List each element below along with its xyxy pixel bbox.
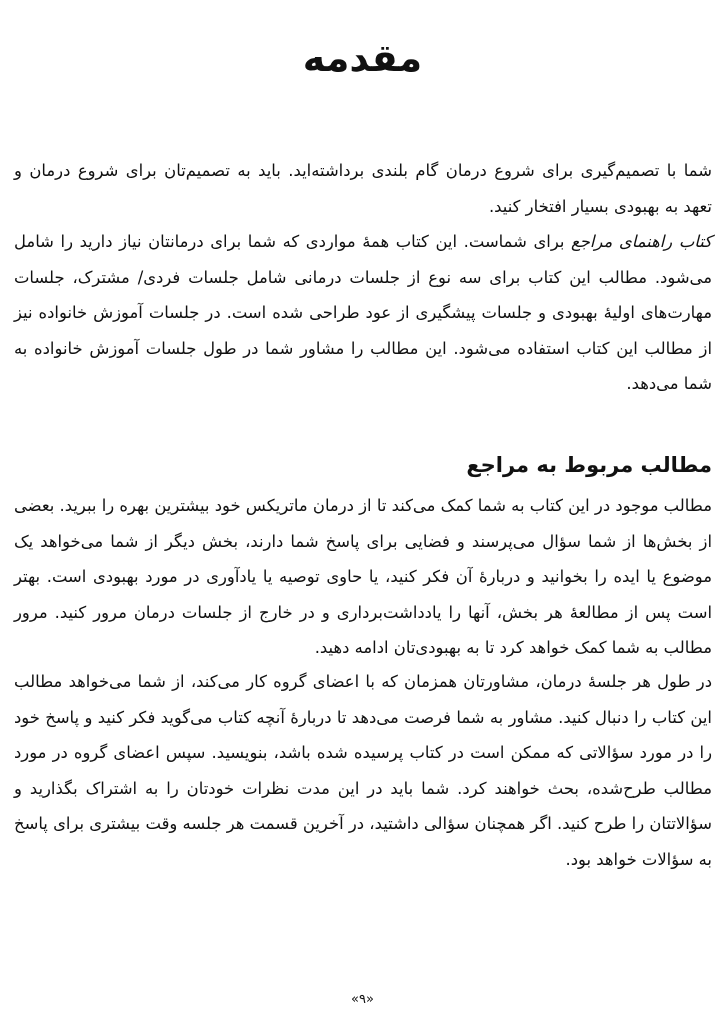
- intro-paragraph-2-text: برای شماست. این کتاب همهٔ مواردی که شما برای درمانتان نیاز دارید را شامل می‌شود. مطالب این کتاب برای سه نوع از جلسات درمانی شامل جلسات فردی/ مشترک، جلسات مهارت‌های اولیهٔ بهبودی و جلسات پیشگیری از عود طراحی شده است. در جلسات آموزش خانواده نیز از مطالب این کتاب استفاده می‌شود. این مطالب را مشاور شما در طول جلسات آموزش خانواده به شما می‌دهد.: [14, 232, 712, 393]
- section-heading: مطالب مربوط به مراجع: [466, 453, 712, 477]
- intro-paragraph-2: [14, 224, 712, 402]
- section-paragraph-2: در طول هر جلسهٔ درمان، مشاورتان همزمان که با اعضای گروه کار می‌کند، از شما می‌خواهد مطالب این کتاب را دنبال کنید. مشاور به شما فرصت می‌دهد تا دربارهٔ آنچه کتاب می‌گوید فکر کنید و پاسخ خود را در مورد سؤالاتی که ممکن است در کتاب پرسیده شده باشد، بنویسید. سپس اعضای گروه در مورد مطالب طرح‌شده، بحث خواهند کرد. شما باید در این مدت نظرات خودتان را به اشتراک بگذارید و سؤالاتتان را طرح کنید. اگر همچنان سؤالی داشتید، در آخرین قسمت هر جلسه وقت بیشتری برای پاسخ به سؤالات خواهد بود.: [14, 672, 712, 869]
- intro-paragraph-1: شما با تصمیم‌گیری برای شروع درمان گام بلندی برداشته‌اید. باید به تصمیم‌تان برای شروع درمان و تعهد به بهبودی بسیار افتخار کنید.: [14, 161, 712, 216]
- page-number: «۹»: [351, 992, 374, 1007]
- section-paragraph-1: مطالب موجود در این کتاب به شما کمک می‌کند تا از درمان ماتریکس خود بیشترین بهره را ببرید. بعضی از بخش‌ها از شما سؤال می‌پرسند و فضایی برای پاسخ شما دارند، بخش دیگر از شما می‌خواهد یک موضوع یا ایده را بخوانید و دربارهٔ آن فکر کنید، یا حاوی توصیه یا یادآوری در مورد بهبودی است. بهتر است پس از مطالعهٔ هر بخش، آنها را یادداشت‌برداری و در خارج از جلسات درمان مرور کنید. مرور مطالب به شما کمک خواهد کرد تا به بهبودی‌تان ادامه دهید.: [14, 496, 712, 657]
- book-title-italic: کتاب راهنمای مراجع: [571, 232, 712, 251]
- page-title: مقدمه: [302, 36, 423, 80]
